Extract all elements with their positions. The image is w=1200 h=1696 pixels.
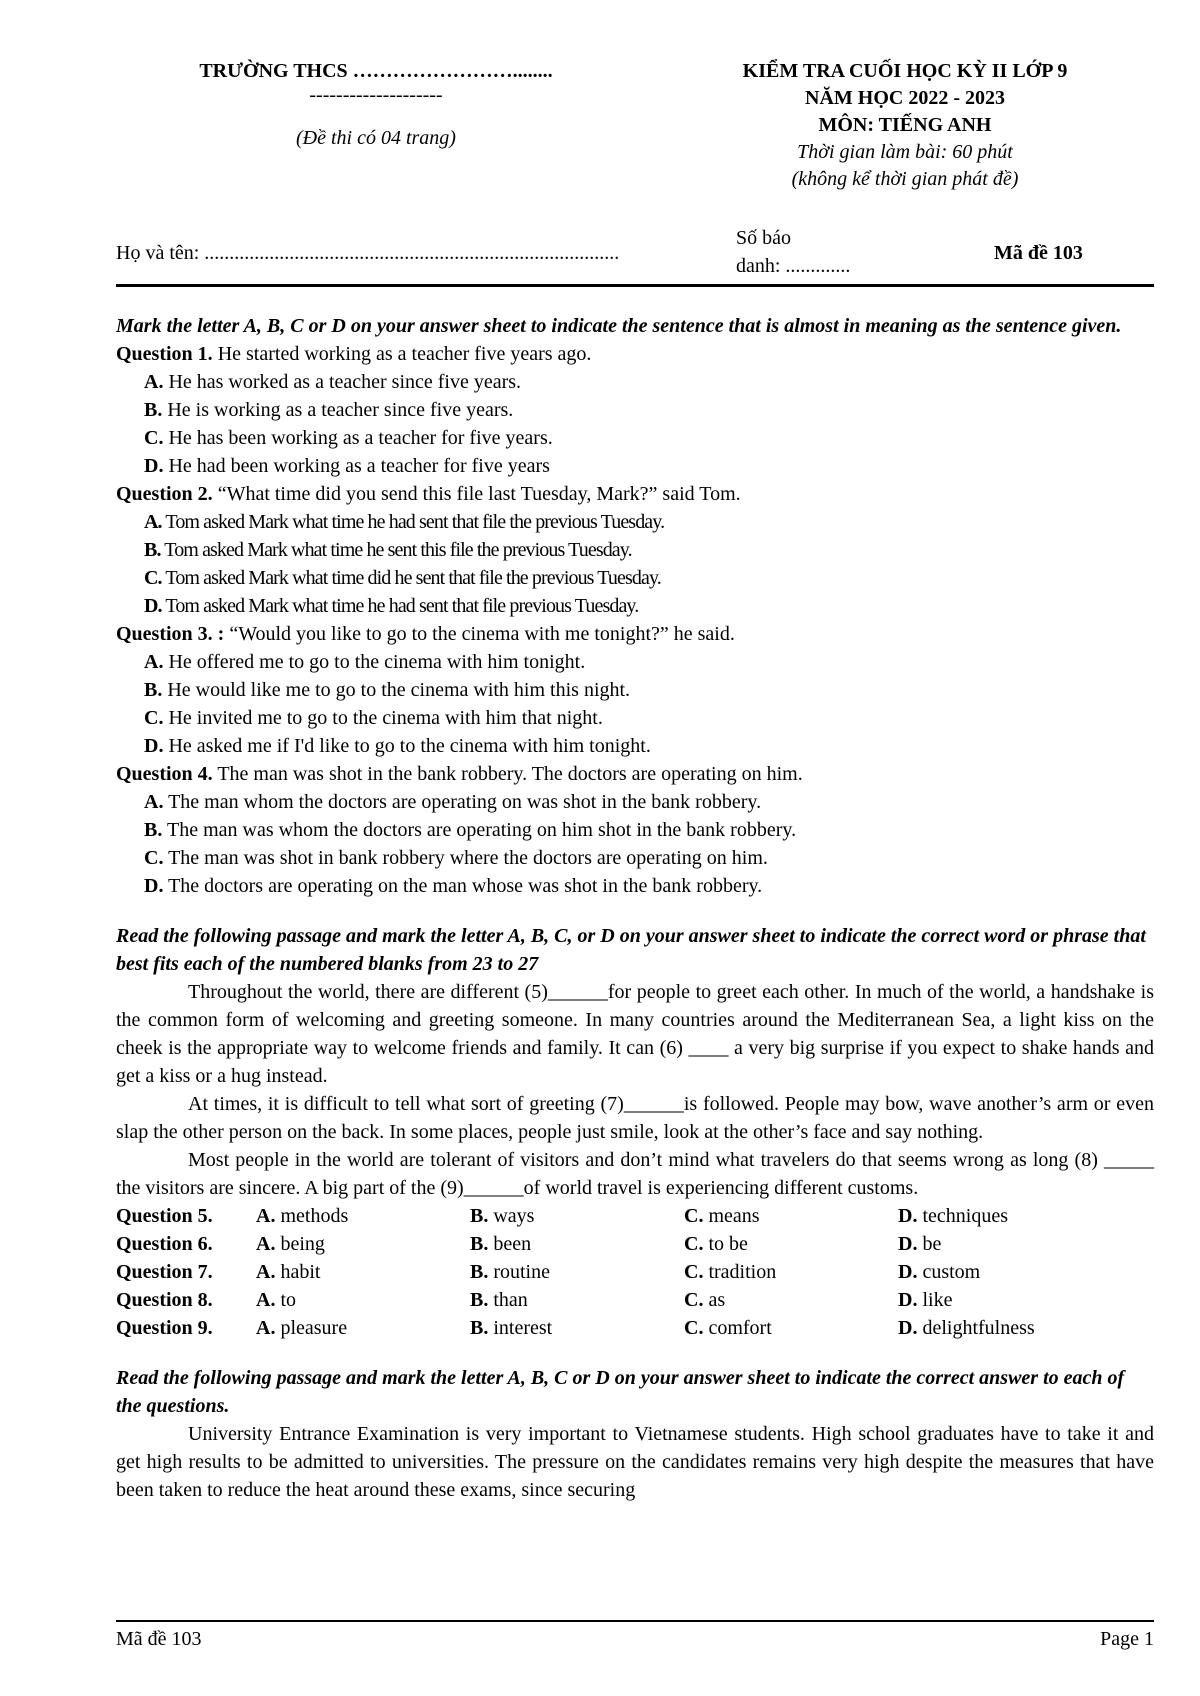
option-letter: B. xyxy=(470,1233,489,1255)
option-text: be xyxy=(917,1233,942,1255)
footer-divider xyxy=(116,1620,1154,1622)
question-2 xyxy=(116,480,1154,508)
option-a xyxy=(256,1230,470,1258)
cloze-question-7 xyxy=(116,1258,1154,1286)
option-text: pleasure xyxy=(275,1317,348,1339)
option-d xyxy=(898,1202,1008,1230)
option-b xyxy=(470,1258,684,1286)
option-d xyxy=(898,1230,941,1258)
footer-exam-code: Mã đề 103 xyxy=(116,1628,202,1650)
candidate-number-label: Số báo xyxy=(736,227,791,249)
cloze-question-5 xyxy=(116,1202,1154,1230)
option-text: He has worked as a teacher since five years. xyxy=(163,371,522,393)
option-text: Tom asked Mark what time he had sent that file previous Tuesday. xyxy=(161,595,639,617)
option-text: methods xyxy=(275,1205,349,1227)
cloze-question-8 xyxy=(116,1286,1154,1314)
header-dashes: -------------------- xyxy=(309,84,443,106)
option-c xyxy=(684,1202,898,1230)
option-c xyxy=(684,1286,898,1314)
option-letter: D. xyxy=(144,455,164,477)
option xyxy=(144,844,1154,872)
time-note: (không kể thời gian phát đề) xyxy=(791,168,1019,190)
cloze-question-9 xyxy=(116,1314,1154,1342)
student-info xyxy=(116,222,1154,282)
option xyxy=(144,704,1154,732)
option-a xyxy=(256,1286,470,1314)
question-text: The man was shot in the bank robbery. The doctors are operating on him. xyxy=(212,763,803,785)
option xyxy=(144,676,1154,704)
option-letter: B. xyxy=(470,1261,489,1283)
student-name-field: Họ và tên: ................................................................................... xyxy=(116,242,620,264)
option-text: He invited me to go to the cinema with him that night. xyxy=(163,707,603,729)
question-label: Question 9. xyxy=(116,1317,213,1339)
option-text: Tom asked Mark what time did he sent that file the previous Tuesday. xyxy=(161,567,661,589)
time-limit: Thời gian làm bài: 60 phút xyxy=(797,141,1013,163)
section2-instruction: Read the following passage and mark the letter A, B, C, or D on your answer sheet to indicate the correct word or phrase that best fits each of the numbered blanks from 23 to 27 xyxy=(116,925,1146,975)
option-text: ways xyxy=(488,1205,535,1227)
option-d xyxy=(898,1286,952,1314)
option-text: habit xyxy=(275,1261,321,1283)
option-letter: B. xyxy=(144,679,163,701)
option-letter: C. xyxy=(684,1289,704,1311)
option-text: comfort xyxy=(703,1317,772,1339)
option-letter: B. xyxy=(144,819,163,841)
option-text: techniques xyxy=(917,1205,1008,1227)
option-letter: B. xyxy=(470,1289,489,1311)
option-letter: A. xyxy=(256,1261,276,1283)
option-text: as xyxy=(703,1289,726,1311)
option-text: to be xyxy=(703,1233,748,1255)
question-label: Question 7. xyxy=(116,1261,213,1283)
candidate-number-blank: danh: ............. xyxy=(736,255,851,277)
option-letter: C. xyxy=(144,707,164,729)
option-letter: D. xyxy=(898,1317,918,1339)
passage-paragraph: Most people in the world are tolerant of visitors and don’t mind what travelers do that seems wrong as long (8) _____ the visitors are sincere. A big part of the (9)______of world travel is experiencing different customs. xyxy=(116,1149,1154,1199)
option xyxy=(144,536,1154,564)
candidate-number-field xyxy=(736,224,850,280)
option-c xyxy=(684,1258,898,1286)
pages-note: (Đề thi có 04 trang) xyxy=(296,127,456,149)
option-letter: C. xyxy=(684,1205,704,1227)
exam-title: KIỂM TRA CUỐI HỌC KỲ II LỚP 9 xyxy=(742,60,1068,82)
option xyxy=(144,788,1154,816)
option-text: to xyxy=(275,1289,297,1311)
option-text: Tom asked Mark what time he sent this file the previous Tuesday. xyxy=(160,539,632,561)
option-text: The man was shot in bank robbery where the doctors are operating on him. xyxy=(163,847,768,869)
option-letter: A. xyxy=(144,651,164,673)
question-label: Question 4. xyxy=(116,763,213,785)
question-text: “What time did you send this file last Tuesday, Mark?” said Tom. xyxy=(212,483,741,505)
option-letter: A. xyxy=(144,791,164,813)
option-d xyxy=(898,1258,980,1286)
option-text: He would like me to go to the cinema with him this night. xyxy=(162,679,631,701)
school-name: TRƯỜNG THCS ……………………........ xyxy=(199,60,553,82)
option-letter: D. xyxy=(898,1289,918,1311)
option-text: interest xyxy=(488,1317,553,1339)
option xyxy=(144,452,1154,480)
option-letter: D. xyxy=(144,875,164,897)
option-text: The man whom the doctors are operating on was shot in the bank robbery. xyxy=(163,791,762,813)
subject: MÔN: TIẾNG ANH xyxy=(818,114,992,136)
option-letter: A. xyxy=(256,1205,276,1227)
option-a xyxy=(256,1314,470,1342)
passage-paragraph: Throughout the world, there are different (5)______for people to greet each other. In much of the world, a handshake is the common form of welcoming and greeting someone. In many countries around the Mediterranean Sea, a light kiss on the cheek is the appropriate way to welcome friends and family. It can (6) ____ a very big surprise if you expect to shake hands and get a kiss or a hug instead. xyxy=(116,981,1154,1087)
option-letter: A. xyxy=(256,1233,276,1255)
option-letter: D. xyxy=(898,1261,918,1283)
option-text: custom xyxy=(917,1261,981,1283)
page-number: Page 1 xyxy=(1100,1628,1154,1650)
option-text: He had been working as a teacher for five years xyxy=(163,455,550,477)
option-text: being xyxy=(275,1233,325,1255)
option-c xyxy=(684,1230,898,1258)
option-text: delightfulness xyxy=(917,1317,1035,1339)
option-letter: C. xyxy=(684,1261,704,1283)
option-letter: C. xyxy=(144,847,164,869)
option-letter: C. xyxy=(684,1233,704,1255)
option xyxy=(144,508,1154,536)
exam-code: Mã đề 103 xyxy=(994,242,1083,264)
section1-instruction: Mark the letter A, B, C or D on your answer sheet to indicate the sentence that is almost in meaning as the sentence given. xyxy=(116,315,1122,337)
option-letter: C. xyxy=(684,1317,704,1339)
cloze-question-6 xyxy=(116,1230,1154,1258)
option-letter: D. xyxy=(144,595,162,617)
option-letter: C. xyxy=(144,427,164,449)
option xyxy=(144,564,1154,592)
header-right xyxy=(656,58,1154,193)
option xyxy=(144,872,1154,900)
question-label: Question 2. xyxy=(116,483,213,505)
option xyxy=(144,424,1154,452)
option-b xyxy=(470,1314,684,1342)
option-text: routine xyxy=(488,1261,550,1283)
option-text: like xyxy=(917,1289,953,1311)
option-c xyxy=(684,1314,898,1342)
option-letter: A. xyxy=(256,1317,276,1339)
option-text: He offered me to go to the cinema with him tonight. xyxy=(163,651,586,673)
option-letter: B. xyxy=(144,539,161,561)
option-letter: B. xyxy=(144,399,163,421)
option-b xyxy=(470,1230,684,1258)
option-letter: D. xyxy=(898,1233,918,1255)
header-divider xyxy=(116,284,1154,287)
option xyxy=(144,368,1154,396)
option-text: been xyxy=(488,1233,532,1255)
option xyxy=(144,816,1154,844)
option xyxy=(144,592,1154,620)
option-text: means xyxy=(703,1205,760,1227)
option-text: He has been working as a teacher for five years. xyxy=(163,427,553,449)
option-a xyxy=(256,1202,470,1230)
option-letter: A. xyxy=(144,371,164,393)
option-a xyxy=(256,1258,470,1286)
option-letter: D. xyxy=(898,1205,918,1227)
option-letter: B. xyxy=(470,1317,489,1339)
option-b xyxy=(470,1202,684,1230)
exam-body xyxy=(116,312,1154,1504)
question-1 xyxy=(116,340,1154,368)
option-letter: A. xyxy=(144,511,162,533)
passage-paragraph: University Entrance Examination is very important to Vietnamese students. High school graduates have to take it and get high results to be admitted to universities. The pressure on the candidates remains very high despite the measures that have been taken to reduce the heat around these exams, since securing xyxy=(116,1423,1154,1501)
option-letter: A. xyxy=(256,1289,276,1311)
question-label: Question 1. xyxy=(116,343,213,365)
passage-paragraph: At times, it is difficult to tell what sort of greeting (7)______is followed. People may bow, wave another’s arm or even slap the other person on the back. In some places, people just smile, look at the other’s face and say nothing. xyxy=(116,1093,1154,1143)
header-left xyxy=(116,58,636,152)
section3-instruction: Read the following passage and mark the letter A, B, C or D on your answer sheet to indicate the correct answer to each of the questions. xyxy=(116,1367,1125,1417)
option xyxy=(144,648,1154,676)
option-text: Tom asked Mark what time he had sent that file the previous Tuesday. xyxy=(161,511,665,533)
option-letter: B. xyxy=(470,1205,489,1227)
option-text: The doctors are operating on the man whose was shot in the bank robbery. xyxy=(163,875,763,897)
option-d xyxy=(898,1314,1035,1342)
option-text: He asked me if I'd like to go to the cinema with him tonight. xyxy=(163,735,651,757)
question-label: Question 8. xyxy=(116,1289,213,1311)
question-label: Question 6. xyxy=(116,1233,213,1255)
question-label: Question 3. : xyxy=(116,623,225,645)
question-3 xyxy=(116,620,1154,648)
question-text: “Would you like to go to the cinema with me tonight?” he said. xyxy=(224,623,735,645)
question-4 xyxy=(116,760,1154,788)
option xyxy=(144,732,1154,760)
school-year: NĂM HỌC 2022 - 2023 xyxy=(805,87,1005,109)
option-letter: D. xyxy=(144,735,164,757)
option-text: tradition xyxy=(703,1261,777,1283)
question-label: Question 5. xyxy=(116,1205,213,1227)
exam-header xyxy=(116,58,1154,208)
option xyxy=(144,396,1154,424)
option-text: The man was whom the doctors are operating on him shot in the bank robbery. xyxy=(162,819,797,841)
option-letter: C. xyxy=(144,567,162,589)
question-text: He started working as a teacher five years ago. xyxy=(212,343,592,365)
option-b xyxy=(470,1286,684,1314)
option-text: He is working as a teacher since five years. xyxy=(162,399,514,421)
option-text: than xyxy=(488,1289,528,1311)
